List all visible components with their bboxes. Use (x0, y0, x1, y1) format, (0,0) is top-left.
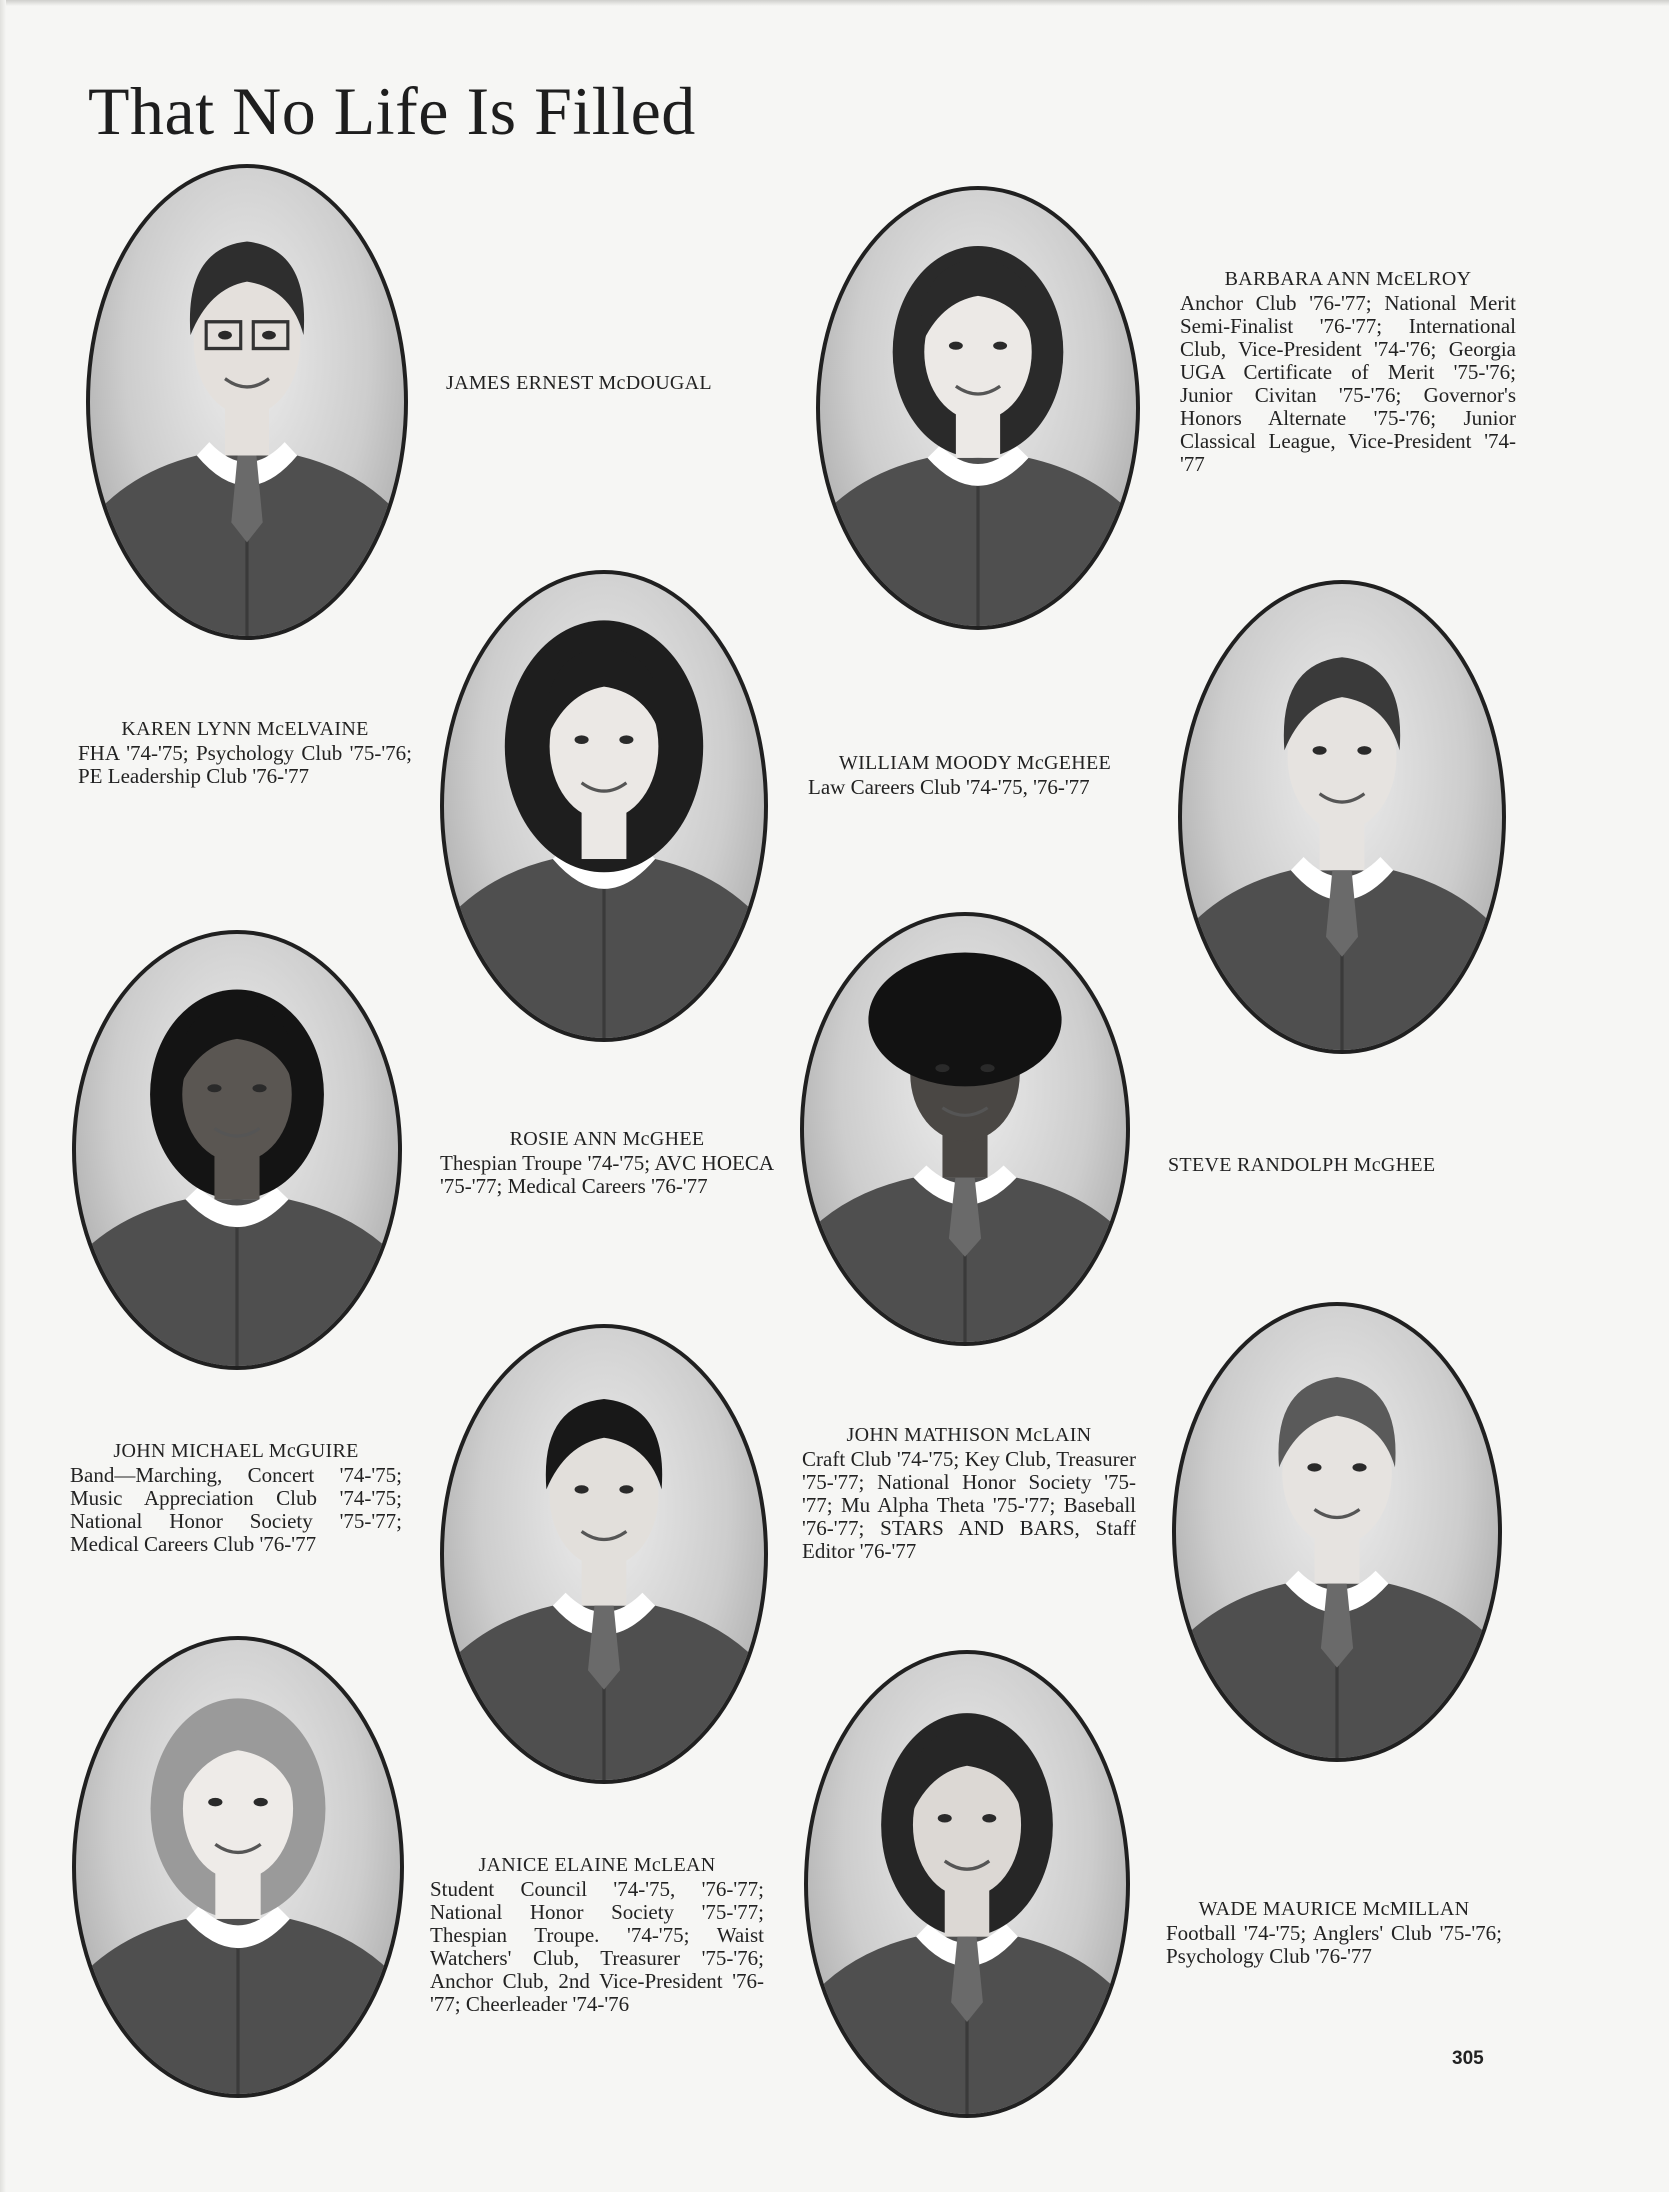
portrait-steve-mcghee (800, 912, 1130, 1346)
portrait-male-afro-icon (804, 916, 1126, 1342)
student-activities: Band—Marching, Concert '74-'75; Music Appreciation Club '74-'75; National Honor Society '75-'77; Medical Careers Club '76-'77 (70, 1463, 402, 1556)
student-name: JOHN MATHISON McLAIN (846, 1424, 1092, 1446)
caption-mclain (802, 1424, 1136, 1563)
student-name: JANICE ELAINE McLEAN (478, 1854, 716, 1876)
portrait-mclain (1172, 1302, 1502, 1762)
student-name: STEVE RANDOLPH McGHEE (1168, 1154, 1436, 1176)
caption-mclean (430, 1854, 764, 2016)
student-name: ROSIE ANN McGHEE (509, 1128, 705, 1150)
caption-mcmillan (1166, 1898, 1502, 1968)
portrait-mcelroy (816, 186, 1140, 630)
portrait-female-curly-icon (444, 574, 764, 1038)
student-activities: Football '74-'75; Anglers' Club '75-'76; Psychology Club '76-'77 (1166, 1921, 1502, 1968)
student-activities: Anchor Club '76-'77; National Merit Semi-Finalist '76-'77; International Club, Vice-President '74-'76; Georgia UGA Certificate of Merit '75-'76; Junior Civitan '75-'76; Governor's Honors Alternate '75-'76; Junior Classical League, Vice-President '74-'77 (1180, 291, 1516, 476)
portrait-female-icon (76, 934, 398, 1366)
portrait-male-icon (444, 1328, 764, 1780)
portrait-mcgehee (1178, 580, 1506, 1054)
page-edge-left (0, 0, 6, 2192)
caption-mcelroy (1180, 268, 1516, 476)
caption-mcgehee (808, 752, 1142, 799)
portrait-mcguire (440, 1324, 768, 1784)
portrait-male-glasses-icon (90, 168, 404, 636)
caption-steve-mcghee (1168, 1154, 1498, 1178)
student-activities: Law Careers Club '74-'75, '76-'77 (808, 775, 1090, 799)
portrait-mcelvaine (440, 570, 768, 1042)
student-name: JOHN MICHAEL McGUIRE (113, 1440, 359, 1462)
portrait-rosie-mcghee (72, 930, 402, 1370)
student-name: JAMES ERNEST McDOUGAL (446, 372, 712, 394)
page-number: 305 (1452, 2048, 1484, 2069)
student-activities: Craft Club '74-'75; Key Club, Treasurer '75-'77; National Honor Society '75-'77; Mu Alpha Theta '75-'77; Baseball '76-'77; STARS AND BARS, Staff Editor '76-'77 (802, 1447, 1136, 1563)
portrait-mcdougal (86, 164, 408, 640)
student-name: KAREN LYNN McELVAINE (121, 718, 369, 740)
caption-mcguire (70, 1440, 402, 1556)
caption-mcelvaine (78, 718, 412, 788)
student-name: WADE MAURICE McMILLAN (1198, 1898, 1470, 1920)
portrait-male-icon (1182, 584, 1502, 1050)
page-edge-top (0, 0, 1669, 6)
page-title: That No Life Is Filled (88, 73, 696, 149)
caption-rosie-mcghee (440, 1128, 774, 1198)
portrait-mcmillan (804, 1650, 1130, 2118)
portrait-female-icon (820, 190, 1136, 626)
student-activities: Thespian Troupe '74-'75; AVC HOECA '75-'77; Medical Careers '76-'77 (440, 1151, 774, 1198)
student-activities: Student Council '74-'75, '76-'77; National Honor Society '75-'77; Thespian Troupe. '74-'75; Waist Watchers' Club, Treasurer '75-'76; Anchor Club, 2nd Vice-President '76-'77; Cheerleader '74-'76 (430, 1877, 764, 2016)
student-name: BARBARA ANN McELROY (1224, 268, 1472, 290)
portrait-female-blonde-icon (76, 1640, 400, 2094)
caption-mcdougal (446, 372, 776, 396)
portrait-male-longhair-icon (808, 1654, 1126, 2114)
student-name: WILLIAM MOODY McGEHEE (838, 752, 1112, 774)
student-activities: FHA '74-'75; Psychology Club '75-'76; PE Leadership Club '76-'77 (78, 741, 412, 788)
portrait-mclean (72, 1636, 404, 2098)
portrait-male-icon (1176, 1306, 1498, 1758)
